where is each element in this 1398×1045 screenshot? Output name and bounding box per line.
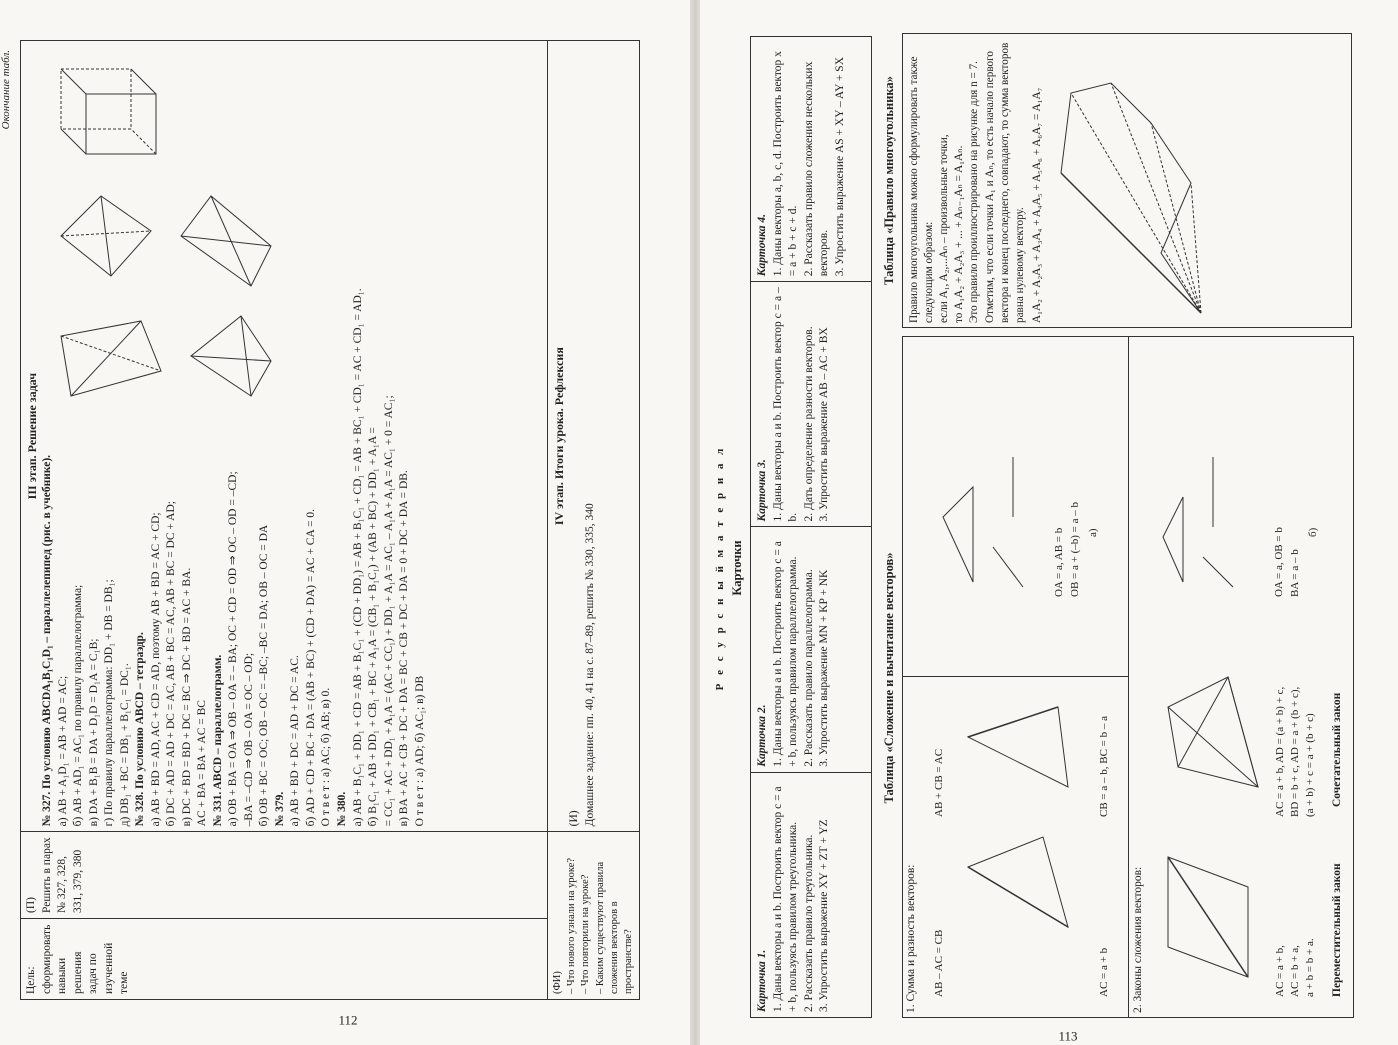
page-number-left: 112 <box>338 1012 358 1028</box>
law2-formulas: AC = a + b, AD = (a + b) + c, BD = b + c, AD = a + (b + c), (a + b) + c = a + (b + c) <box>1274 686 1316 817</box>
law1-title: Переместительный закон <box>1331 863 1343 997</box>
goal-cell: Цель: сформировать навыки решения задач по изученной теме <box>21 919 548 1000</box>
formula-ba: BA = a – b <box>1289 549 1301 597</box>
solution-line: б) OB + BC = OC; OB – OC = –BC; –BC = DA; OB – OC = DA <box>258 524 271 827</box>
formula-ab-ac: AB – AC = CB <box>933 929 945 997</box>
running-head: Окончание табл. <box>0 50 12 130</box>
solutions-cell <box>21 41 548 832</box>
figure-diff-a <box>933 447 1043 597</box>
right-page <box>700 0 1398 1045</box>
solution-line: № 328. По условию ABCD – тетраэдр. <box>134 632 147 827</box>
vectors-table-title: Таблица «Сложение и вычитание векторов» <box>882 552 896 804</box>
formula-ab-cb: AB + CB = AC <box>933 748 945 817</box>
solution-line: О т в е т : а) AC; б) AB; в) 0. <box>320 687 333 827</box>
solution-line: AC + BA = BA + AC = BC <box>196 700 209 827</box>
solution-line: а) AB + B₁C₁ + DD₁ + CD = AB + B₁C₁ + (CD + DD₁) = AB + B₁C₁ + CD₁ = AB + BC₁ + CD₁ = AC + CD₁ = AD₁. <box>351 288 364 827</box>
solution-line: а) AB + BD = AD, AC + CD = AD, поэтому AB + BD = AC + CD; <box>149 512 162 827</box>
figure-tetrahedron-4 <box>181 301 281 411</box>
card-1: Карточка 1. 1. Даны векторы a и b. Построить вектор c = a + b, пользуясь правилом треугольника. 2. Рассказать правило треугольника. 3. Упростить выражение XY + ZT + YZ <box>751 772 871 1017</box>
solution-line: в) BA + AC + CB + DC + DA = BC + CB + DC + DA = 0 + DC + DA = DB. <box>398 470 411 827</box>
solution-line: а) AB + BD + DC = AD + DC = AC. <box>289 655 302 827</box>
solution-line: б) B₁C₁ + AB + DD₁ + CB₁ + BC + A₁A = (CB₁ + B₁C₁) + (AB + BC) + DD₁ + A₁A = <box>367 427 380 827</box>
solution-line: в) DA + B₁B = DA + D₁D = D₁A = C₁B; <box>87 638 100 827</box>
stage4-title: IV этап. Итоги урока. Рефлексия <box>552 347 566 526</box>
solution-line: б) DC + AD = AD + DC = AC, AB + BC = AC, AB + BC = DC + AD; <box>165 501 178 827</box>
figure-commutative <box>1158 837 1258 987</box>
card-3: Карточка 3. 1. Даны векторы a и b. Построить вектор c = a – b. 2. Дать определение разности векторов. 3. Упростить выражение AB – AC + BX <box>751 281 871 526</box>
sum-diff-label: 1. Сумма и разность векторов: <box>905 864 917 1013</box>
lesson-table <box>20 40 640 1000</box>
vectors-table <box>902 336 1354 1018</box>
formula-oa-ob: OA = a, OB = b <box>1273 527 1285 597</box>
figure-parallelepiped <box>41 49 171 164</box>
sub-b-label: б) <box>1307 527 1319 537</box>
figure-diff-b <box>1153 447 1253 597</box>
solution-line: д) DB₁ + BC = DB₁ + B₁C₁ = DC₁. <box>118 663 131 827</box>
solution-line: = CC₁ + AC + DD₁ + A₁A = (AC + CC₁) + DD₁ + A₁A = AC₁ – A₁A + A₁A = AC₁ + 0 = AC₁; <box>382 395 395 827</box>
card-2: Карточка 2. 1. Даны векторы a и b. Построить вектор c = a + b, пользуясь правилом параллелограмма. 2. Рассказать правило параллелограмма. 3. Упростить выражение MN + KP + NK <box>751 527 871 772</box>
left-page <box>0 0 690 1045</box>
figure-associative <box>1158 667 1268 797</box>
sub-a-label: а) <box>1087 528 1099 537</box>
formula-cb: CB = a – b, BC = b – a <box>1098 715 1110 817</box>
resource-header: Р е с у р с н ы й м а т е р и а л <box>714 445 726 691</box>
stage4-form-cell: (ФИ) – Что нового узнали на уроке? – Что повторили на уроке? – Каким существуют правила сложения векторов в пространстве? <box>548 832 640 1000</box>
figure-polygon-rule <box>1051 53 1221 323</box>
solution-line: О т в е т : а) AD; б) AC₁; в) DB <box>413 675 426 827</box>
figure-triangle-sum <box>958 827 1078 937</box>
solution-line: г) По правилу параллелограмма: DD₁ + DB = DB₁; <box>103 579 116 827</box>
solution-line: № 379. <box>273 791 286 827</box>
stage4-cell: IV этап. Итоги урока. Рефлексия (И) Домашнее задание: пп. 40, 41 на с. 87–89, решить № 330, 335, 340 <box>548 41 640 832</box>
figure-tetrahedron-1 <box>51 186 161 286</box>
solution-line: в) DC + BD = BD + DC = BC ⇒ DC + BD = AC + BA. <box>180 567 193 827</box>
figure-triangle-diff <box>958 687 1078 797</box>
solution-line: б) AD + CD + BC + DA = (AB + BC) + (CD + DA) = AC + CA = 0. <box>304 508 317 827</box>
cards-header: Карточки <box>730 540 744 596</box>
left-page-content <box>0 40 640 1028</box>
solution-line: а) AB + A₁D₁ = AB + AD = AC; <box>56 675 69 827</box>
solution-line: а) OB + BA = OA ⇒ OB – OA = – BA; OC + CD = OD ⇒ OC – OD = –CD; <box>227 471 240 827</box>
polygon-table: Правило многоугольника можно сформулировать также следующим образом: если A₁, A₂,...Aₙ – произвольные точки, то A₁A₂ + A₂A₃ + ... + Aₙ₋₁Aₙ = A₁Aₙ. Это правило проиллюстрировано на рисунке для n = 7. Отметим, что если точки A₁ и Aₙ, то есть начало первого вектора и конец последнего, совпадают, то сумма векторов равна нулевому вектору. A₁A₂ + A₂A₃ + A₃A₄ + A₄A₅ + A₅A₆ + A₆A₇ = A₁A₇ <box>902 33 1352 328</box>
formula-ac: AC = a + b <box>1098 947 1110 997</box>
solution-line: б) AB + AD₁ = AC₁ по правилу параллелограмма; <box>72 584 85 827</box>
formula-ob: OB = a + (–b) = a – b <box>1069 502 1081 597</box>
solution-line: –BA = –CD ⇒ OB – OA = OC – OD; <box>242 652 255 827</box>
form-cell: (П) Решить в парах № 327, 328, 331, 379, 380 <box>21 832 548 919</box>
solution-line: № 380. <box>335 791 348 827</box>
law2-title: Сочетательный закон <box>1331 692 1343 807</box>
page-number-right: 113 <box>1058 1028 1078 1044</box>
formula-oa: OA = a, AB = b <box>1053 527 1065 597</box>
solution-line: № 331. ABCD – параллелограмм. <box>211 654 224 827</box>
law1-formulas: AC = a + b, AC = b + a, a + b = b + a. <box>1274 938 1316 997</box>
polygon-table-title: Таблица «Правило многоугольника» <box>882 76 896 285</box>
cards-row <box>750 36 872 1018</box>
solution-line: № 327. По условию ABCDA₁B₁C₁D₁ – параллелепипед (рис. в учебнике). <box>41 454 54 827</box>
figure-tetrahedron-2 <box>51 311 171 411</box>
card-4: Карточка 4. 1. Даны векторы a, b, c, d. Построить вектор x = a + b + c + d. 2. Рассказать правило сложения нескольких векторов. 3. Упростить выражение AS + XY – AY + SX <box>756 51 846 277</box>
laws-label: 2. Законы сложения векторов: <box>1132 866 1144 1013</box>
right-page-content <box>710 28 1370 1044</box>
figure-tetrahedron-3 <box>171 186 281 296</box>
stage-title: III этап. Решение задач <box>25 373 39 500</box>
